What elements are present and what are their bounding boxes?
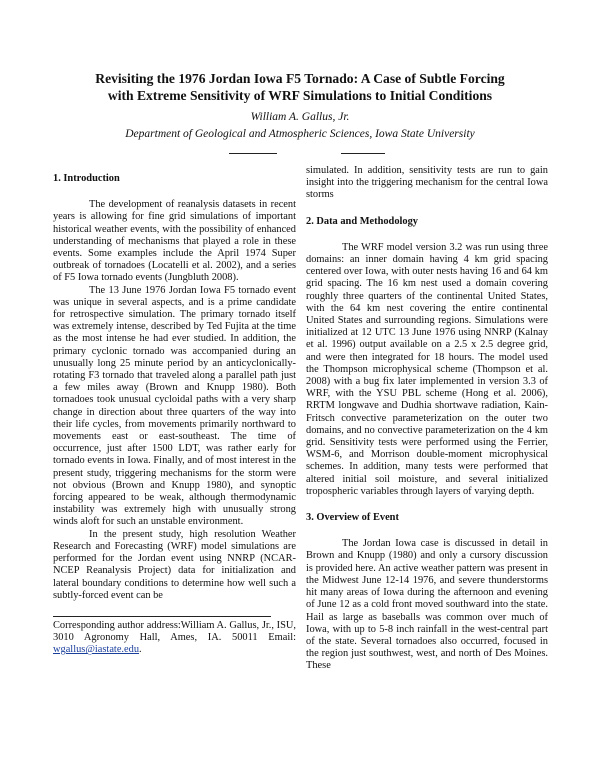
separator-rule-left [229,153,277,154]
footnote-rule [53,616,271,617]
footnote-end: . [139,644,142,656]
section-heading-data-methodology: 2. Data and Methodology [306,215,418,227]
intro-paragraph-2: The 13 June 1976 Jordan Iowa F5 tornado event was unique in several aspects, and is a prime candidate for retrospective simulation. The primary tornado itself was extremely intense, described by Ted Fujita at the time as the most intense he had ever studied. In addition, the primary cyclonic tornado was accompanied during an unusually long 25 minute period by an anticyclonically-rotating F3 tornado that traveled along a parallel path just a few miles away (Brown and Knupp 1980). Both tornadoes took unusual cycloidal paths with a very sharp change in direction about three quarters of the way into their life cycles, from movements primarily northward to movements east or east-southeast. The time of occurrence, just after 1500 LDT, was rather early for tornado events in Iowa. Finally, and of most interest in the present study, triggering mechanisms for the storm were not obvious (Brown and Knupp 1980), and synoptic forcing appeared to be weak, although thermodynamic instability was extremely high with unusually strong winds aloft for such an unstable environment. [53,284,296,528]
intro-paragraph-3: In the present study, high resolution Weather Research and Forecasting (WRF) model simulations are performed for the Jordan event using NNRP (NCAR-NCEP Reanalysis Project) data for initialization and lateral boundary conditions to determine how well such a subtly-forced event can be [53,528,296,601]
affiliation: Department of Geological and Atmospheric Sciences, Iowa State University [125,128,475,140]
section-heading-introduction: 1. Introduction [53,173,120,184]
author-name: William A. Gallus, Jr. [250,111,350,123]
footnote [53,620,296,657]
footnote-text: Corresponding author address:William A. Gallus, Jr., ISU, 3010 Agronomy Hall, Ames, IA. 50011 Email: [53,619,296,644]
author-email-link[interactable]: wgallus@iastate.edu [53,644,140,656]
separator-rule-right [341,153,385,154]
left-column [53,173,296,657]
methodology-paragraph: The WRF model version 3.2 was run using three domains: an inner domain having 4 km grid spacing centered over Iowa, with outer nests having 16 and 64 km grid spacing. The 16 km nest used a domain covering roughly three quarters of the continental United States, with the 64 km nest covering the entire continental United States and surrounding regions. Simulations were initialized at 12 UTC 13 June 1976 using NNRP (Kalnay et al. 1996) output available on a 2.5 x 2.5 degree grid, and were then integrated for 18 hours. The model used the Thompson microphysical scheme (Thompson et al. 2008) with a bug fix later implemented in version 3.3 of WRF, with the YSU PBL scheme (Hong et al. 2006), RRTM longwave and Dudhia shortwave radiation, Kain-Fritsch convective parameterization on the outer two domains, and no convective parameterization on the 4 km grid. Sensitivity tests were performed using the Ferrier, WSM-6, and Morrison double-moment microphysical schemes. In addition, many tests were performed that altered initial soil moisture, and several initialized tropospheric variables through layers of varying depth. [306,241,548,497]
intro-paragraph-1: The development of reanalysis datasets in recent years is allowing for fine grid simulations of important historical weather events, with the possibility of enhanced understanding of mechanisms that played a role in these events. Some examples include the April 1974 Super outbreak of tornadoes (Locatelli et al. 2002), and a series of F5 Iowa tornado events (Jungbluth 2008). [53,199,296,284]
right-column [306,165,548,673]
section-heading-overview: 3. Overview of Event [306,512,399,524]
overview-paragraph: The Jordan Iowa case is discussed in detail in Brown and Knupp (1980) and only a cursory discussion is provided here. An active weather pattern was present in the Midwest June 12-14 1976, and severe thunderstorms hit many areas of Iowa during the afternoon and evening of June 12 as a cold front moved southward into the state. Hail as large as baseballs was common over much of Iowa, with up to 5-8 inch rainfall in the west-central part of the state. Several tornadoes also occurred, focused in the region just southwest, west, and north of Des Moines. These [306,538,548,672]
title-line-1: Revisiting the 1976 Jordan Iowa F5 Tornado: A Case of Subtle Forcing [95,71,505,86]
paper-title [40,70,560,104]
intro-continuation: simulated. In addition, sensitivity tests are run to gain insight into the triggering mechanism for the central Iowa storms [306,165,548,201]
title-line-2: with Extreme Sensitivity of WRF Simulations to Initial Conditions [107,88,493,103]
